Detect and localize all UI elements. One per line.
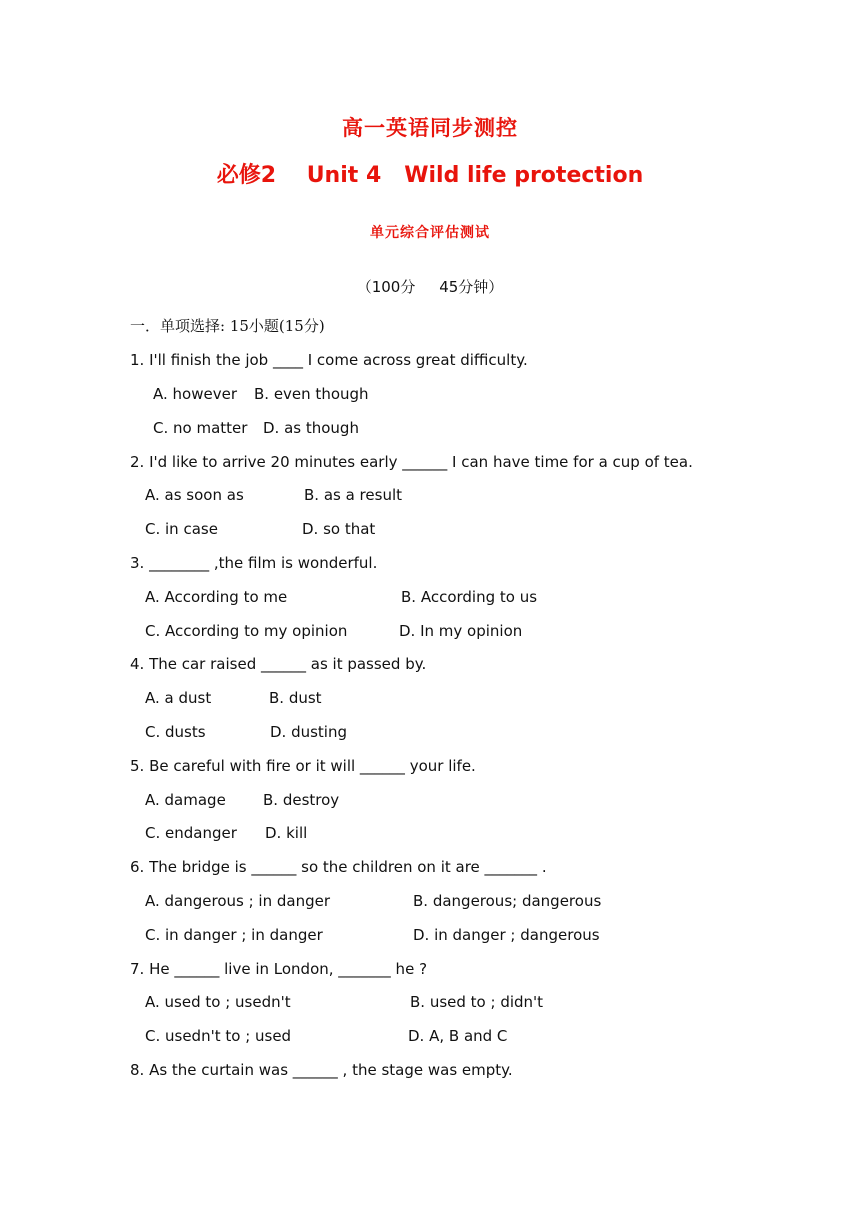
question-stem: 4. The car raised ______ as it passed by. xyxy=(130,655,427,673)
question-option: C. in danger ; in danger xyxy=(145,926,323,944)
question-option: B. as a result xyxy=(304,486,402,504)
question-option: D. kill xyxy=(265,824,308,842)
question-option: C. usedn't to ; used xyxy=(145,1027,292,1045)
question-stem: 2. I'd like to arrive 20 minutes early ______ I can have time for a cup of tea. xyxy=(130,453,693,471)
score-time-info: （100分 45分钟） xyxy=(356,278,504,296)
question-option: C. in case xyxy=(145,520,218,538)
question-option: A. According to me xyxy=(145,588,288,606)
question-option: D. A, B and C xyxy=(408,1027,508,1045)
question-option: A. however xyxy=(153,385,237,403)
question-option: B. even though xyxy=(254,385,369,403)
page-title: 高一英语同步测控 xyxy=(342,115,518,140)
question-stem: 7. He ______ live in London, _______ he ? xyxy=(130,960,428,978)
question-option: D. in danger ; dangerous xyxy=(413,926,600,944)
question-option: C. no matter xyxy=(153,419,248,437)
question-option: C. endanger xyxy=(145,824,237,842)
question-option: D. In my opinion xyxy=(399,622,523,640)
question-stem: 5. Be careful with fire or it will ______ your life. xyxy=(130,757,476,775)
question-option: C. According to my opinion xyxy=(145,622,348,640)
question-option: B. dust xyxy=(269,689,322,707)
question-stem: 1. I'll finish the job ____ I come across great difficulty. xyxy=(130,351,528,369)
unit-label: 单元综合评估测试 xyxy=(370,225,490,241)
question-option: C. dusts xyxy=(145,723,206,741)
question-stem: 8. As the curtain was ______ , the stage was empty. xyxy=(130,1061,513,1079)
question-option: B. destroy xyxy=(263,791,340,809)
question-option: A. dangerous ; in danger xyxy=(145,892,331,910)
question-option: D. as though xyxy=(263,419,359,437)
question-option: D. so that xyxy=(302,520,376,538)
question-option: A. damage xyxy=(145,791,226,809)
question-option: B. According to us xyxy=(401,588,538,606)
question-stem: 6. The bridge is ______ so the children on it are _______ . xyxy=(130,858,547,876)
question-stem: 3. ________ ,the film is wonderful. xyxy=(130,554,378,572)
question-option: B. dangerous; dangerous xyxy=(413,892,602,910)
question-option: A. a dust xyxy=(145,689,212,707)
question-option: D. dusting xyxy=(270,723,348,741)
question-option: B. used to ; didn't xyxy=(410,993,544,1011)
question-option: A. as soon as xyxy=(145,486,244,504)
page-subtitle: 必修2 Unit 4 Wild life protection xyxy=(216,163,644,188)
section-heading: 一．单项选择: 15小题(15分) xyxy=(130,317,325,335)
question-option: A. used to ; usedn't xyxy=(145,993,291,1011)
